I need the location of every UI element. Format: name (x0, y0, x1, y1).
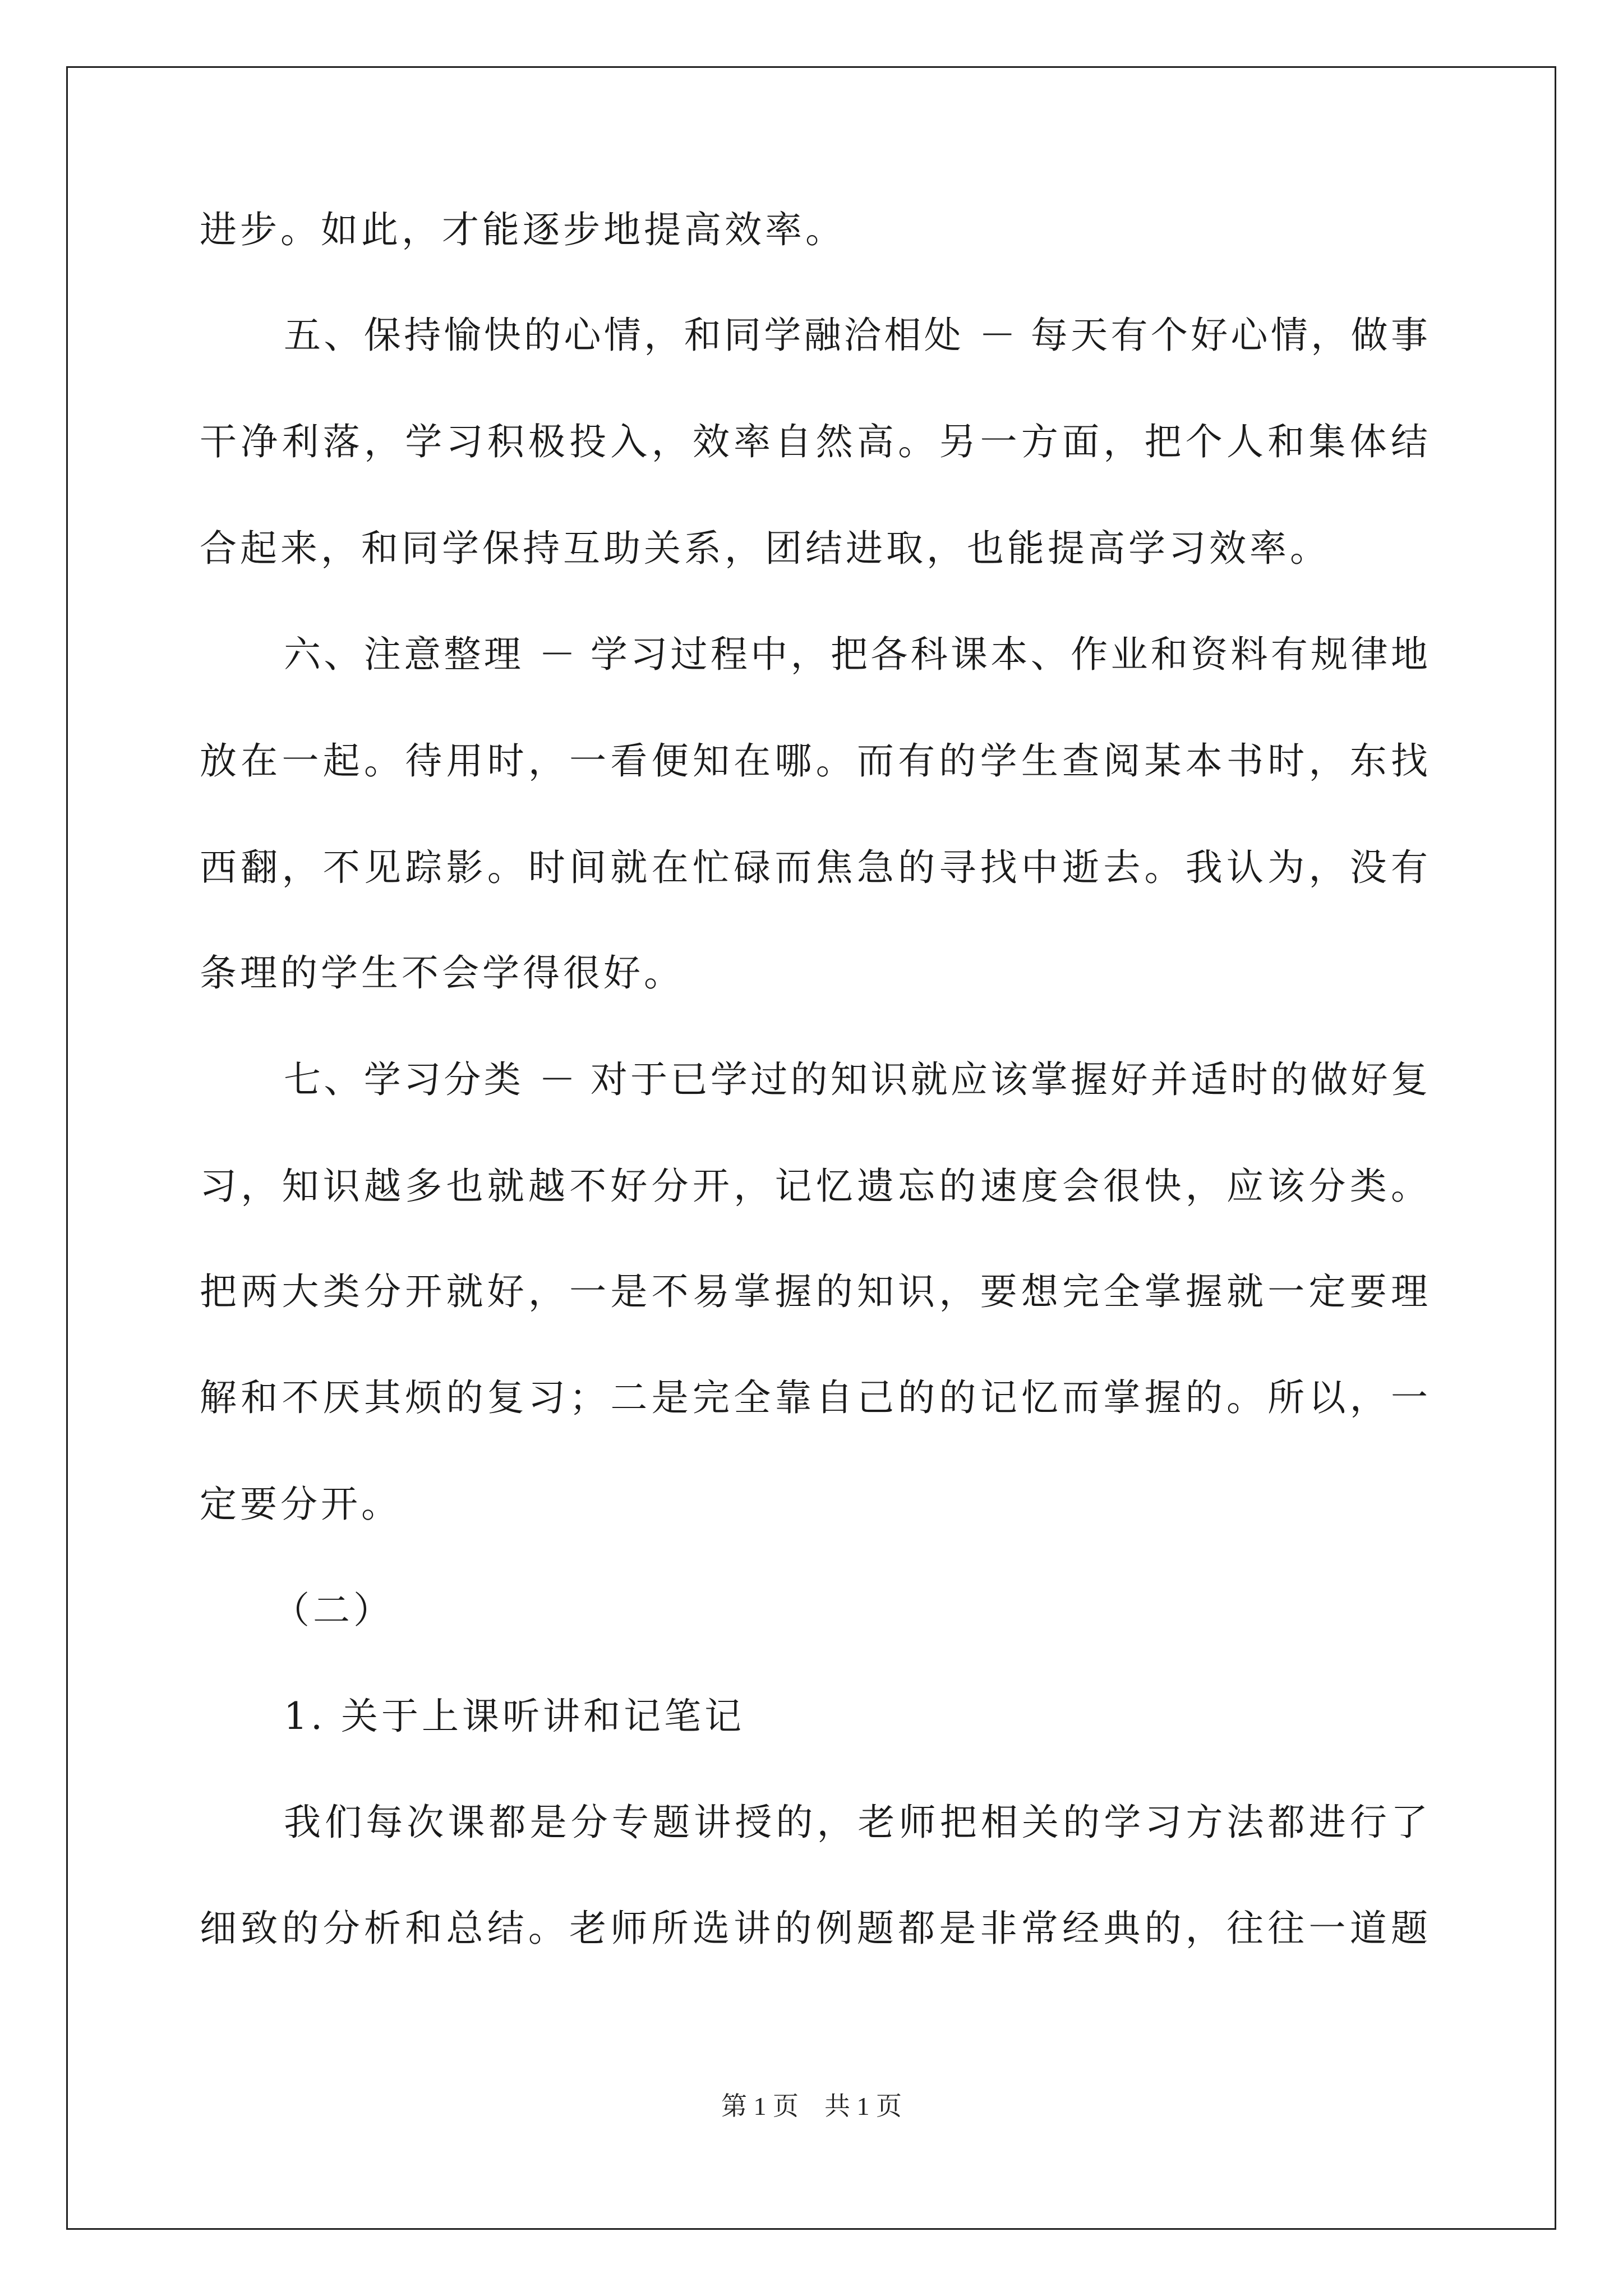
section-heading: （二） (273, 1589, 394, 1632)
text-line: 七、学习分类 － 对于已学过的知识就应该掌握好并适时的做好复 (284, 1058, 1428, 1101)
page-number-footer: 第 1 页 共 1 页 (721, 2092, 902, 2120)
text-line: 解和不厌其烦的复习；二是完全靠自己的的记忆而掌握的。所以，一 (200, 1376, 1428, 1419)
text-line: 合起来，和同学保持互助关系，团结进取，也能提高学习效率。 (200, 527, 1330, 570)
text-line: 放在一起。待用时，一看便知在哪。而有的学生查阅某本书时，东找 (200, 739, 1428, 783)
text-line: 五、保持愉快的心情，和同学融洽相处 － 每天有个好心情，做事 (284, 314, 1428, 357)
text-line: 进步。如此，才能逐步地提高效率。 (200, 208, 846, 251)
text-line: 条理的学生不会学得很好。 (200, 951, 684, 995)
text-line: 细致的分析和总结。老师所选讲的例题都是非常经典的，往往一道题 (200, 1907, 1428, 1950)
subsection-heading: 1. 关于上课听讲和记笔记 (284, 1695, 745, 1738)
text-line: 六、注意整理 － 学习过程中，把各科课本、作业和资料有规律地 (284, 633, 1428, 676)
text-line: 习，知识越多也就越不好分开，记忆遗忘的速度会很快，应该分类。 (200, 1165, 1428, 1208)
text-line: 我们每次课都是分专题讲授的，老师把相关的学习方法都进行了 (284, 1801, 1428, 1844)
text-line: 西翻，不见踪影。时间就在忙碌而焦急的寻找中逝去。我认为，没有 (200, 846, 1428, 889)
text-line: 把两大类分开就好，一是不易掌握的知识，要想完全掌握就一定要理 (200, 1270, 1428, 1313)
text-line: 定要分开。 (200, 1483, 402, 1526)
text-line: 干净利落，学习积极投入，效率自然高。另一方面，把个人和集体结 (200, 420, 1428, 463)
